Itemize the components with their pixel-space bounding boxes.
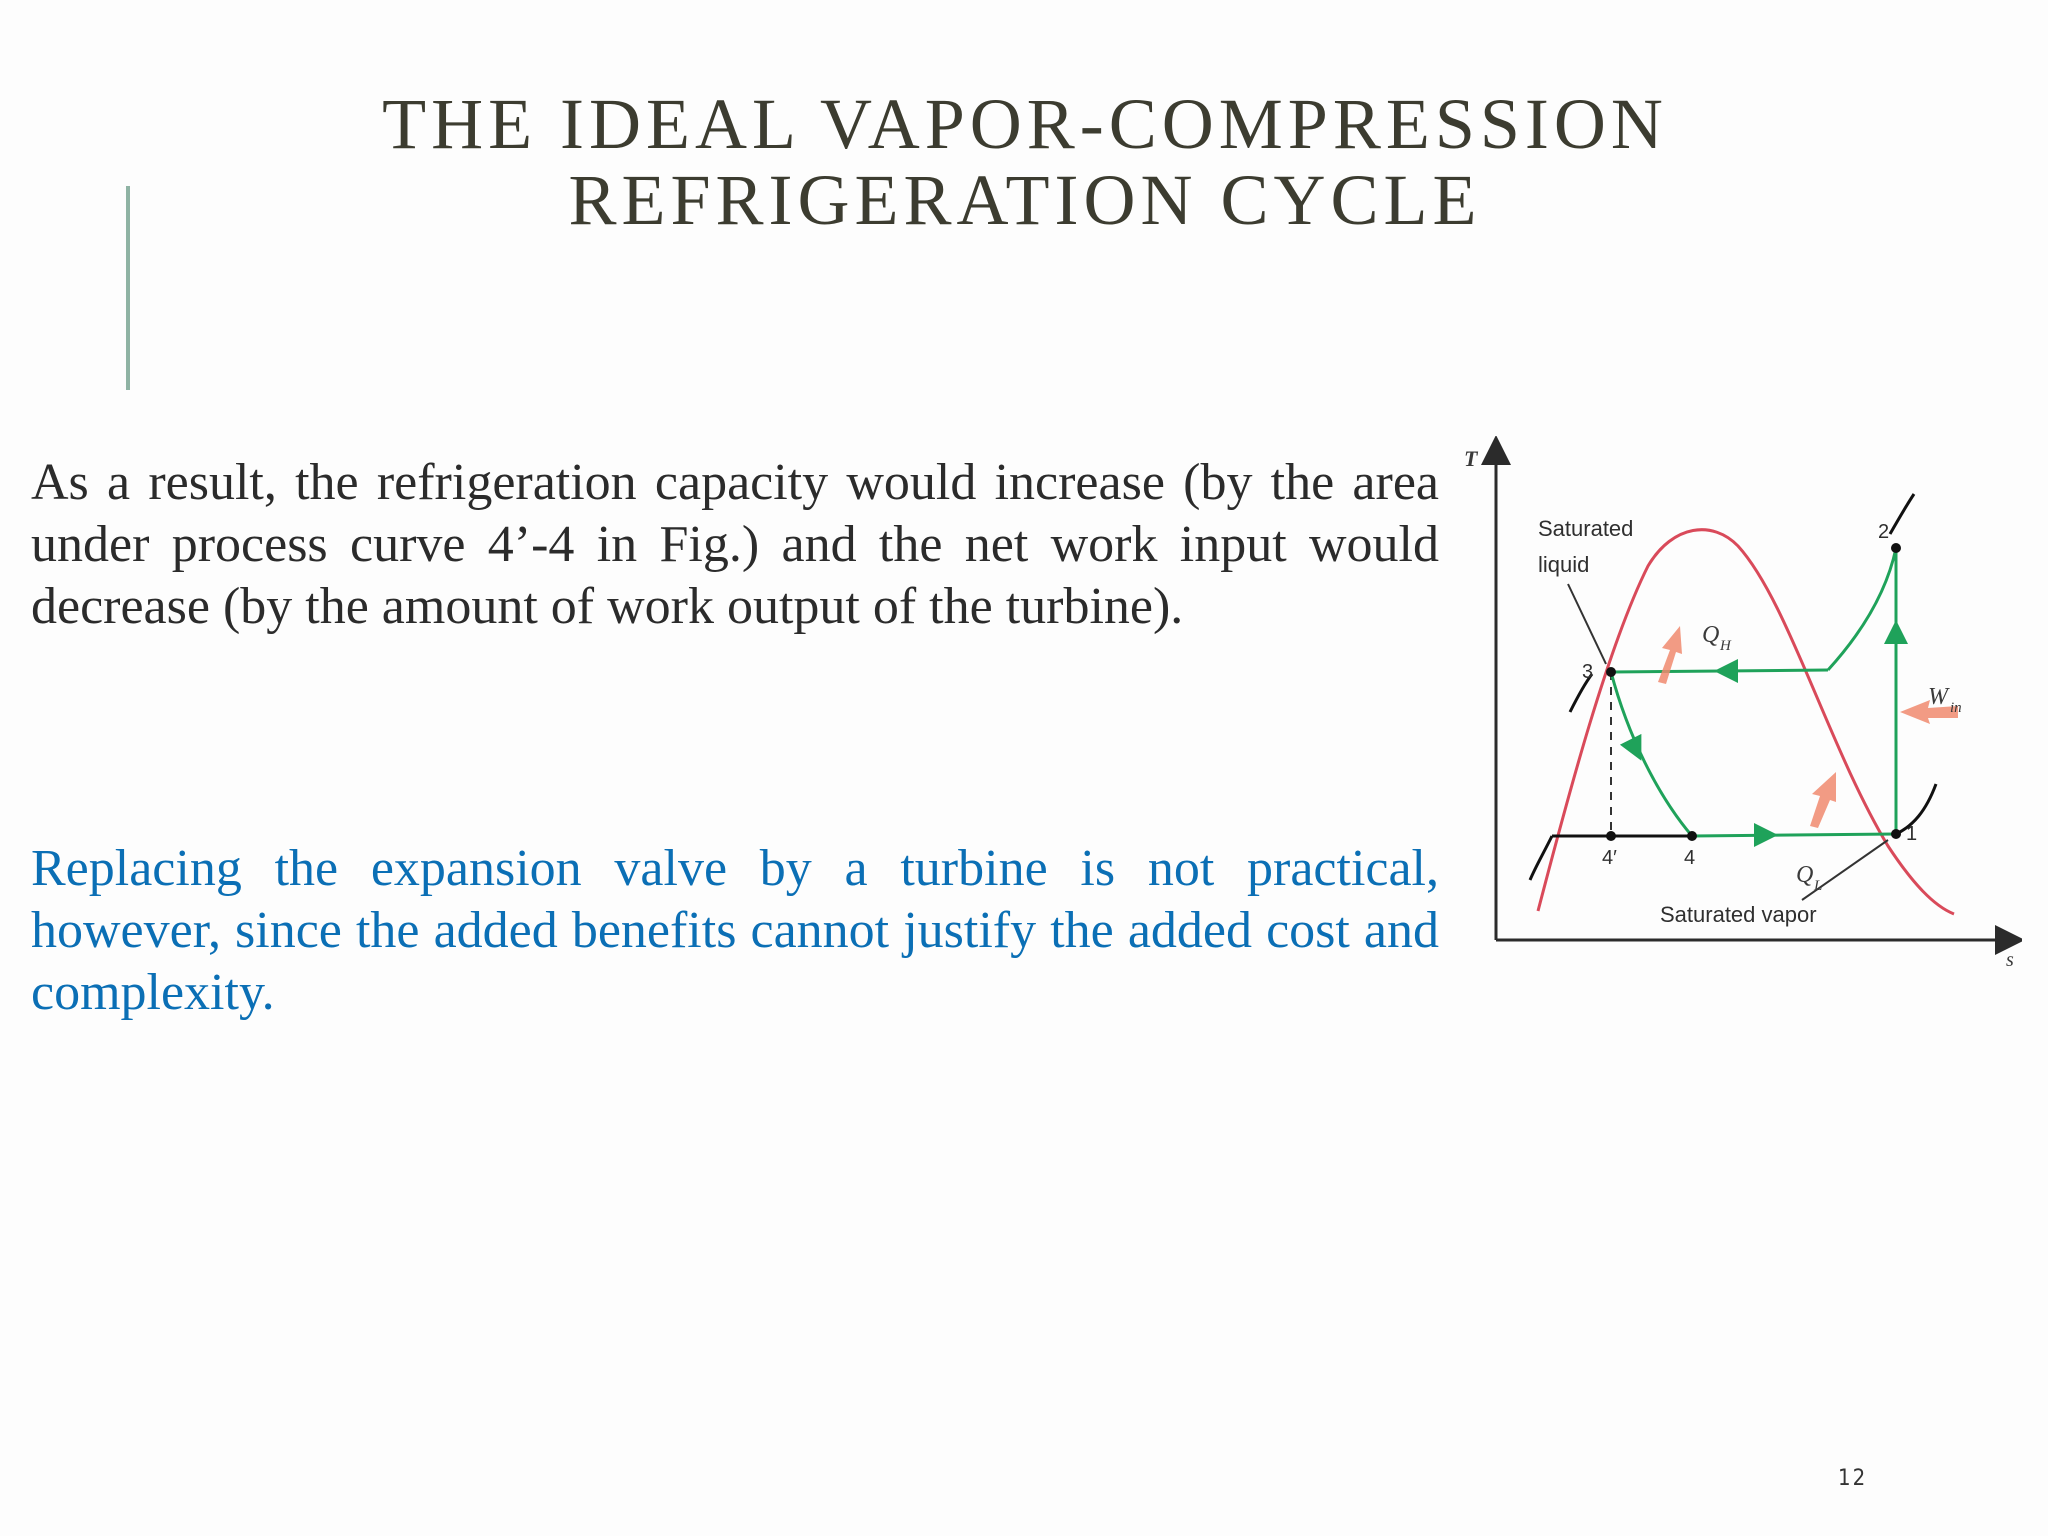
ql-label: Q	[1796, 862, 1814, 888]
point-2-label: 2	[1878, 521, 1890, 543]
state-point-2	[1891, 543, 1901, 553]
state-point-3	[1606, 667, 1616, 677]
qh-label: Q	[1702, 622, 1720, 648]
point-3-label: 3	[1582, 661, 1594, 683]
win-label: W	[1928, 684, 1948, 710]
paragraph-turbine-not-practical: Replacing the expansion valve by a turbine is not practical, however, since the added benefits cannot justify the added cost and complexity.	[31, 840, 1439, 1021]
win-subscript: in	[1950, 700, 1962, 716]
paragraph-capacity-increase: As a result, the refrigeration capacity would increase (by the area under process curve 4’-4 in Fig.) and the net work input would decrease (by the amount of work output of the turbine).	[31, 454, 1439, 635]
process-4-1	[1692, 834, 1896, 836]
page-number: 12	[1838, 1466, 1868, 1491]
process-3-4	[1611, 672, 1692, 836]
slide-title: THE IDEAL VAPOR-COMPRESSION REFRIGERATION CYCLE	[382, 84, 1668, 240]
saturated-vapor-label: Saturated vapor	[1660, 902, 1817, 927]
ql-subscript: L	[1814, 878, 1823, 894]
saturated-liquid-label-2: liquid	[1538, 552, 1590, 577]
isobar-high-right	[1890, 494, 1914, 534]
qh-subscript: H	[1720, 638, 1731, 654]
saturation-dome	[1538, 530, 1954, 914]
saturated-liquid-pointer	[1568, 584, 1606, 664]
point-1-label: 1	[1906, 823, 1918, 845]
process-condense	[1611, 670, 1828, 672]
accent-line	[126, 186, 130, 390]
t-axis-label: T	[1464, 446, 1478, 471]
saturated-liquid-label-1: Saturated	[1538, 516, 1634, 541]
ts-diagram	[1458, 436, 2022, 988]
heat-out-arrow	[1658, 626, 1682, 684]
state-point-1	[1891, 829, 1901, 839]
state-point-4	[1687, 831, 1697, 841]
arrow-down	[1634, 746, 1636, 750]
heat-in-arrow	[1810, 772, 1836, 828]
s-axis-label: s	[2006, 949, 2014, 971]
point-4prime-label: 4′	[1602, 847, 1617, 869]
point-4-label: 4	[1684, 847, 1696, 869]
state-point-4prime	[1606, 831, 1616, 841]
process-2-superheat	[1828, 548, 1896, 670]
